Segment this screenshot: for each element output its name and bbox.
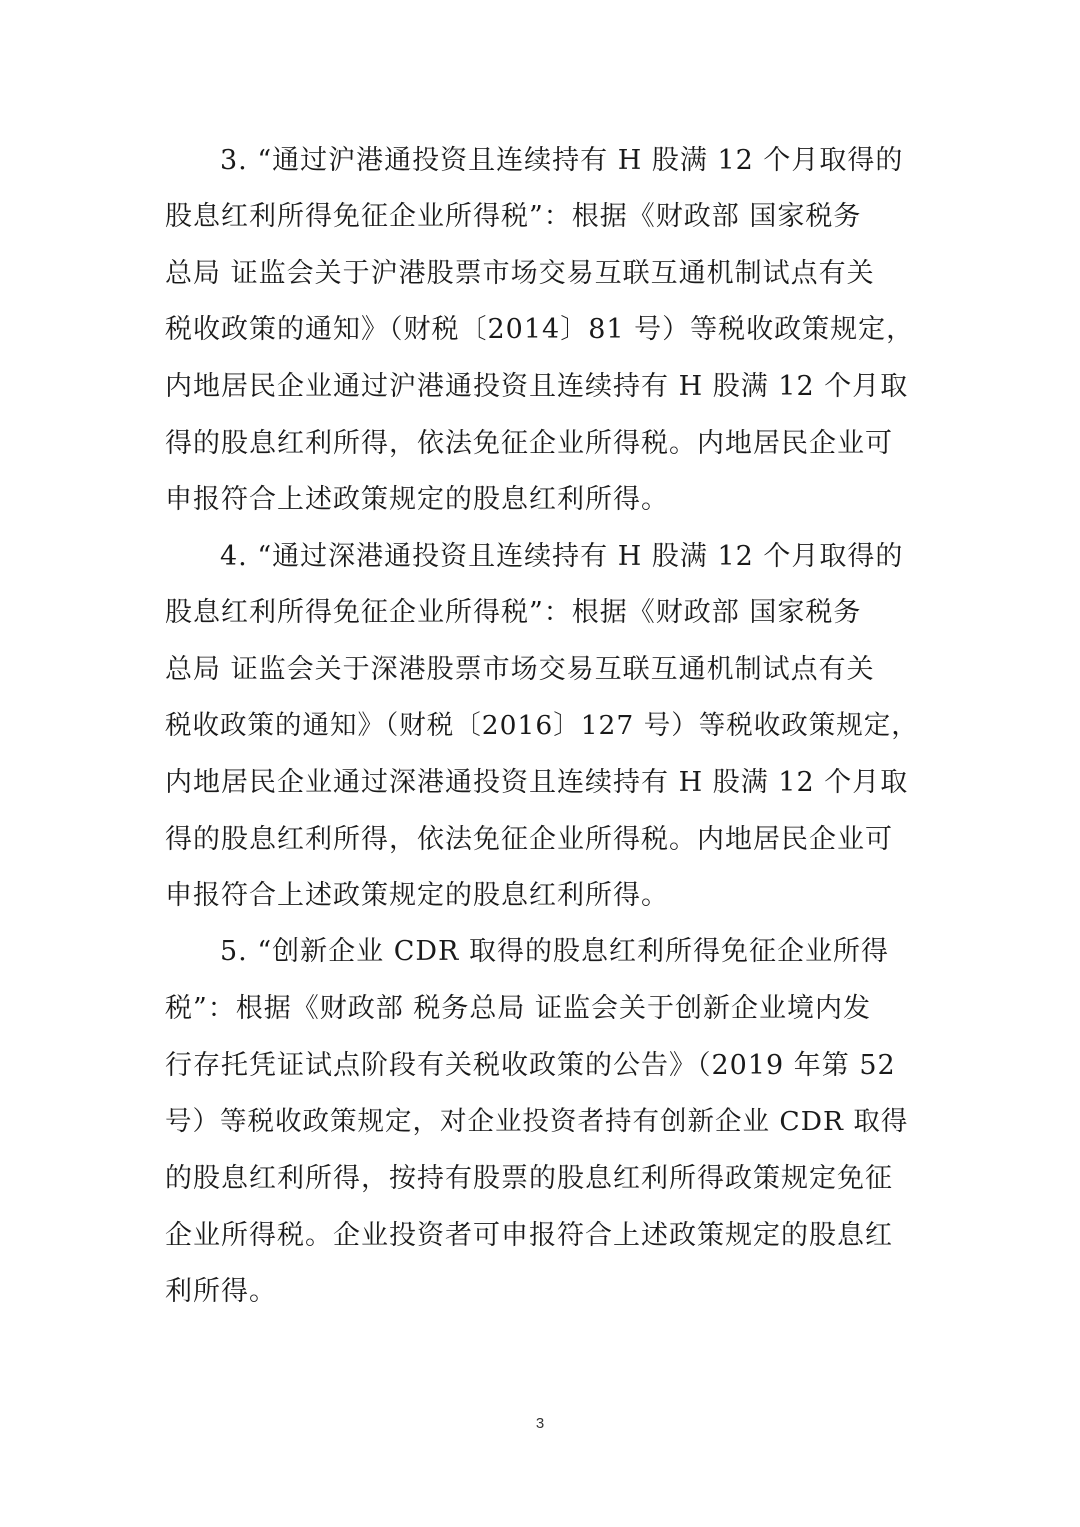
paragraph-4-line-6: 得的股息红利所得，依法免征企业所得税。内地居民企业可 bbox=[165, 824, 893, 855]
paragraph-5-line-4: 号）等税收政策规定，对企业投资者持有创新企业 CDR 取得 bbox=[165, 1106, 909, 1137]
paragraph-4-line-2: 股息红利所得免征企业所得税”：根据《财政部 国家税务 bbox=[165, 597, 862, 628]
paragraph-3-line-1: 3. “通过沪港通投资且连续持有 H 股满 12 个月取得的 bbox=[220, 145, 904, 176]
paragraph-4-line-3: 总局 证监会关于深港股票市场交易互联互通机制试点有关 bbox=[165, 654, 875, 685]
paragraph-3-line-3: 总局 证监会关于沪港股票市场交易互联互通机制试点有关 bbox=[165, 258, 875, 289]
paragraph-3-line-4: 税收政策的通知》（财税〔2014〕81 号）等税收政策规定， bbox=[165, 314, 915, 345]
paragraph-3-line-7: 申报符合上述政策规定的股息红利所得。 bbox=[165, 484, 669, 515]
paragraph-5-line-7: 利所得。 bbox=[165, 1276, 277, 1307]
paragraph-4-line-7: 申报符合上述政策规定的股息红利所得。 bbox=[165, 880, 669, 911]
paragraph-5-line-6: 企业所得税。企业投资者可申报符合上述政策规定的股息红 bbox=[165, 1220, 893, 1251]
paragraph-5-line-2: 税”：根据《财政部 税务总局 证监会关于创新企业境内发 bbox=[165, 993, 871, 1024]
paragraph-3-line-6: 得的股息红利所得，依法免征企业所得税。内地居民企业可 bbox=[165, 428, 893, 459]
paragraph-4-line-5: 内地居民企业通过深港通投资且连续持有 H 股满 12 个月取 bbox=[165, 767, 909, 798]
paragraph-3-line-5: 内地居民企业通过沪港通投资且连续持有 H 股满 12 个月取 bbox=[165, 371, 909, 402]
paragraph-5-line-5: 的股息红利所得，按持有股票的股息红利所得政策规定免征 bbox=[165, 1163, 893, 1194]
paragraph-3-line-2: 股息红利所得免征企业所得税”：根据《财政部 国家税务 bbox=[165, 201, 862, 232]
paragraph-4-line-1: 4. “通过深港通投资且连续持有 H 股满 12 个月取得的 bbox=[220, 541, 904, 572]
paragraph-5-line-3: 行存托凭证试点阶段有关税收政策的公告》（2019 年第 52 bbox=[165, 1050, 896, 1081]
page-number: 3 bbox=[535, 1415, 545, 1432]
paragraph-5-line-1: 5. “创新企业 CDR 取得的股息红利所得免征企业所得 bbox=[220, 936, 889, 967]
paragraph-4-line-4: 税收政策的通知》（财税〔2016〕127 号）等税收政策规定， bbox=[165, 710, 919, 741]
